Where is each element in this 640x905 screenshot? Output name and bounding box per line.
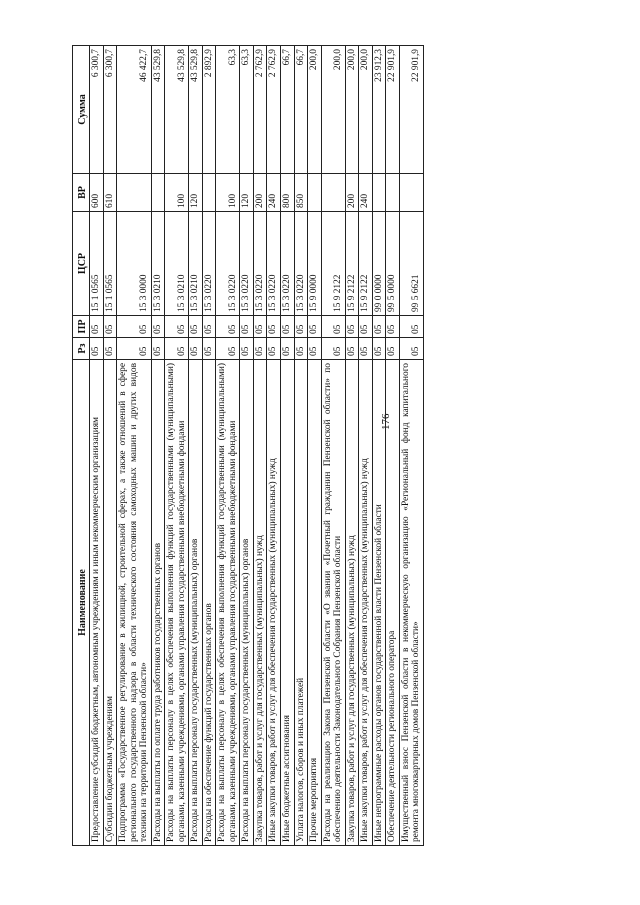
table-row xyxy=(386,46,400,846)
cell-vr: 610 xyxy=(103,174,117,212)
page-number: 176 xyxy=(380,413,392,430)
table-row xyxy=(345,46,359,846)
cell-pr: 05 xyxy=(267,316,281,338)
cell-csr: 15 3 0000 xyxy=(117,212,152,316)
cell-sum: 6 300,7 xyxy=(90,46,104,174)
table-row xyxy=(253,46,267,846)
cell-rz: 05 xyxy=(321,338,345,360)
cell-sum: 200,0 xyxy=(345,46,359,174)
table-row xyxy=(151,46,165,846)
cell-vr xyxy=(372,174,386,212)
cell-rz: 05 xyxy=(165,338,189,360)
cell-sum: 2 762,9 xyxy=(253,46,267,174)
table-row xyxy=(359,46,373,846)
table-row xyxy=(202,46,216,846)
cell-csr: 15 3 0220 xyxy=(216,212,240,316)
table-row xyxy=(267,46,281,846)
cell-sum: 43 529,8 xyxy=(189,46,203,174)
table-row xyxy=(321,46,345,846)
cell-name: Расходы на обеспечение функций государственных органов xyxy=(202,360,216,846)
cell-pr: 05 xyxy=(117,316,152,338)
cell-pr: 05 xyxy=(345,316,359,338)
cell-sum: 63,3 xyxy=(216,46,240,174)
header-rz: Рз xyxy=(73,338,90,360)
table-row xyxy=(103,46,117,846)
cell-pr: 05 xyxy=(280,316,294,338)
cell-name: Иные закупки товаров, работ и услуг для обеспечения государственных (муниципальных) нужд xyxy=(359,360,373,846)
cell-sum: 200,0 xyxy=(321,46,345,174)
cell-sum: 66,7 xyxy=(280,46,294,174)
cell-sum: 200,0 xyxy=(359,46,373,174)
table-row xyxy=(165,46,189,846)
cell-rz: 05 xyxy=(103,338,117,360)
cell-name: Расходы на выплаты по оплате труда работников государственных органов xyxy=(151,360,165,846)
table-row xyxy=(216,46,240,846)
cell-csr: 15 3 0220 xyxy=(253,212,267,316)
cell-csr: 99 5 6621 xyxy=(399,212,423,316)
cell-rz: 05 xyxy=(294,338,308,360)
cell-rz: 05 xyxy=(117,338,152,360)
cell-name: Расходы на выплаты персоналу государственных (муниципальных) органов xyxy=(189,360,203,846)
header-csr: ЦСР xyxy=(73,212,90,316)
cell-rz: 05 xyxy=(151,338,165,360)
cell-vr xyxy=(151,174,165,212)
cell-vr: 200 xyxy=(253,174,267,212)
cell-rz: 05 xyxy=(399,338,423,360)
cell-name: Обеспечение деятельности регионального оператора xyxy=(386,360,400,846)
cell-csr: 15 3 0210 xyxy=(189,212,203,316)
cell-name: Имущественный взнос Пензенской области в некоммерческую организацию «Региональный фонд капитального ремонта многоквартирных домов Пензенской области» xyxy=(399,360,423,846)
cell-pr: 05 xyxy=(386,316,400,338)
cell-csr: 15 3 0210 xyxy=(151,212,165,316)
cell-rz: 05 xyxy=(216,338,240,360)
cell-rz: 05 xyxy=(189,338,203,360)
cell-name: Расходы на выплаты персоналу в целях обеспечения выполнения функций государственными (муниципальными) органами, казенными учреждениями, органами управления государственными внебюджетными фондами xyxy=(216,360,240,846)
cell-sum: 6 300,7 xyxy=(103,46,117,174)
cell-csr: 15 9 2122 xyxy=(321,212,345,316)
cell-name: Иные закупки товаров, работ и услуг для обеспечения государственных (муниципальных) нужд xyxy=(267,360,281,846)
cell-csr: 15 3 0220 xyxy=(267,212,281,316)
cell-pr: 05 xyxy=(359,316,373,338)
table-row xyxy=(189,46,203,846)
cell-vr: 120 xyxy=(240,174,254,212)
cell-vr: 240 xyxy=(267,174,281,212)
table-row xyxy=(372,46,386,846)
cell-sum: 43 529,8 xyxy=(151,46,165,174)
cell-pr: 05 xyxy=(189,316,203,338)
cell-pr: 05 xyxy=(90,316,104,338)
cell-rz: 05 xyxy=(359,338,373,360)
cell-sum: 46 422,7 xyxy=(117,46,152,174)
header-name: Наименование xyxy=(73,360,90,846)
cell-sum: 63,3 xyxy=(240,46,254,174)
cell-name: Закупка товаров, работ и услуг для государственных (муниципальных) нужд xyxy=(253,360,267,846)
cell-rz: 05 xyxy=(372,338,386,360)
table-body xyxy=(90,46,424,846)
cell-vr: 120 xyxy=(189,174,203,212)
cell-name: Иные непрограммные расходы органов государственной власти Пензенской области xyxy=(372,360,386,846)
cell-pr: 05 xyxy=(103,316,117,338)
cell-sum: 2 892,9 xyxy=(202,46,216,174)
cell-vr xyxy=(399,174,423,212)
cell-pr: 05 xyxy=(399,316,423,338)
cell-rz: 05 xyxy=(386,338,400,360)
cell-rz: 05 xyxy=(90,338,104,360)
cell-pr: 05 xyxy=(151,316,165,338)
cell-sum: 23 912,3 xyxy=(372,46,386,174)
cell-vr xyxy=(321,174,345,212)
header-sum: Сумма xyxy=(73,46,90,174)
cell-vr: 240 xyxy=(359,174,373,212)
cell-csr: 99 0 0000 xyxy=(372,212,386,316)
cell-pr: 05 xyxy=(216,316,240,338)
cell-name: Подпрограмма «Государственное регулирование в жилищной, строительной сферах, а также отношений в сфере регионального государственного надзора в области технического состояния самоходных машин и других видов техники на территории Пензенской области» xyxy=(117,360,152,846)
cell-pr: 05 xyxy=(321,316,345,338)
cell-pr: 05 xyxy=(202,316,216,338)
cell-sum: 22 901,9 xyxy=(386,46,400,174)
cell-vr xyxy=(386,174,400,212)
cell-name: Расходы на выплаты персоналу в целях обеспечения выполнения функций государственными (муниципальными) органами, казенными учреждениями, органами управления государственными внебюджетными фондами xyxy=(165,360,189,846)
cell-csr: 15 3 0210 xyxy=(165,212,189,316)
cell-csr: 99 5 0000 xyxy=(386,212,400,316)
cell-name: Прочие мероприятия xyxy=(308,360,322,846)
cell-csr: 15 1 0565 xyxy=(103,212,117,316)
cell-rz: 05 xyxy=(202,338,216,360)
cell-csr: 15 3 0220 xyxy=(280,212,294,316)
cell-csr: 15 3 0220 xyxy=(294,212,308,316)
cell-pr: 05 xyxy=(308,316,322,338)
cell-csr: 15 1 0565 xyxy=(90,212,104,316)
cell-rz: 05 xyxy=(308,338,322,360)
cell-name: Закупка товаров, работ и услуг для государственных (муниципальных) нужд xyxy=(345,360,359,846)
budget-table xyxy=(72,45,424,846)
cell-pr: 05 xyxy=(240,316,254,338)
cell-sum: 43 529,8 xyxy=(165,46,189,174)
budget-table-rotated xyxy=(72,46,424,846)
cell-sum: 22 901,9 xyxy=(399,46,423,174)
cell-csr: 15 9 2122 xyxy=(359,212,373,316)
cell-name: Иные бюджетные ассигнования xyxy=(280,360,294,846)
cell-csr: 15 9 2122 xyxy=(345,212,359,316)
cell-pr: 05 xyxy=(372,316,386,338)
cell-rz: 05 xyxy=(267,338,281,360)
table-row xyxy=(294,46,308,846)
table-row xyxy=(399,46,423,846)
cell-name: Расходы на реализацию Закона Пензенской области «О звании «Почетный гражданин Пензенской области» по обеспечению деятельности Законодательного Собрания Пензенской области xyxy=(321,360,345,846)
cell-rz: 05 xyxy=(345,338,359,360)
cell-name: Расходы на выплаты персоналу государственных (муниципальных) органов xyxy=(240,360,254,846)
cell-vr: 800 xyxy=(280,174,294,212)
table-row xyxy=(240,46,254,846)
cell-name: Субсидии бюджетным учреждениям xyxy=(103,360,117,846)
cell-sum: 66,7 xyxy=(294,46,308,174)
cell-vr xyxy=(117,174,152,212)
cell-csr: 15 3 0220 xyxy=(202,212,216,316)
table-row xyxy=(117,46,152,846)
table-row xyxy=(90,46,104,846)
table-header-row xyxy=(73,46,90,846)
cell-csr: 15 9 0000 xyxy=(308,212,322,316)
cell-sum: 200,0 xyxy=(308,46,322,174)
header-pr: ПР xyxy=(73,316,90,338)
cell-vr: 100 xyxy=(216,174,240,212)
cell-rz: 05 xyxy=(280,338,294,360)
cell-pr: 05 xyxy=(294,316,308,338)
cell-name: Предоставление субсидий бюджетным, автономным учреждениям и иным некоммерческим организациям xyxy=(90,360,104,846)
cell-vr: 200 xyxy=(345,174,359,212)
cell-csr: 15 3 0220 xyxy=(240,212,254,316)
cell-vr: 850 xyxy=(294,174,308,212)
cell-vr: 100 xyxy=(165,174,189,212)
cell-vr: 600 xyxy=(90,174,104,212)
table-row xyxy=(308,46,322,846)
cell-name: Уплата налогов, сборов и иных платежей xyxy=(294,360,308,846)
cell-rz: 05 xyxy=(253,338,267,360)
cell-vr xyxy=(202,174,216,212)
header-vr: ВР xyxy=(73,174,90,212)
cell-pr: 05 xyxy=(165,316,189,338)
cell-rz: 05 xyxy=(240,338,254,360)
cell-vr xyxy=(308,174,322,212)
cell-pr: 05 xyxy=(253,316,267,338)
table-row xyxy=(280,46,294,846)
cell-sum: 2 762,9 xyxy=(267,46,281,174)
